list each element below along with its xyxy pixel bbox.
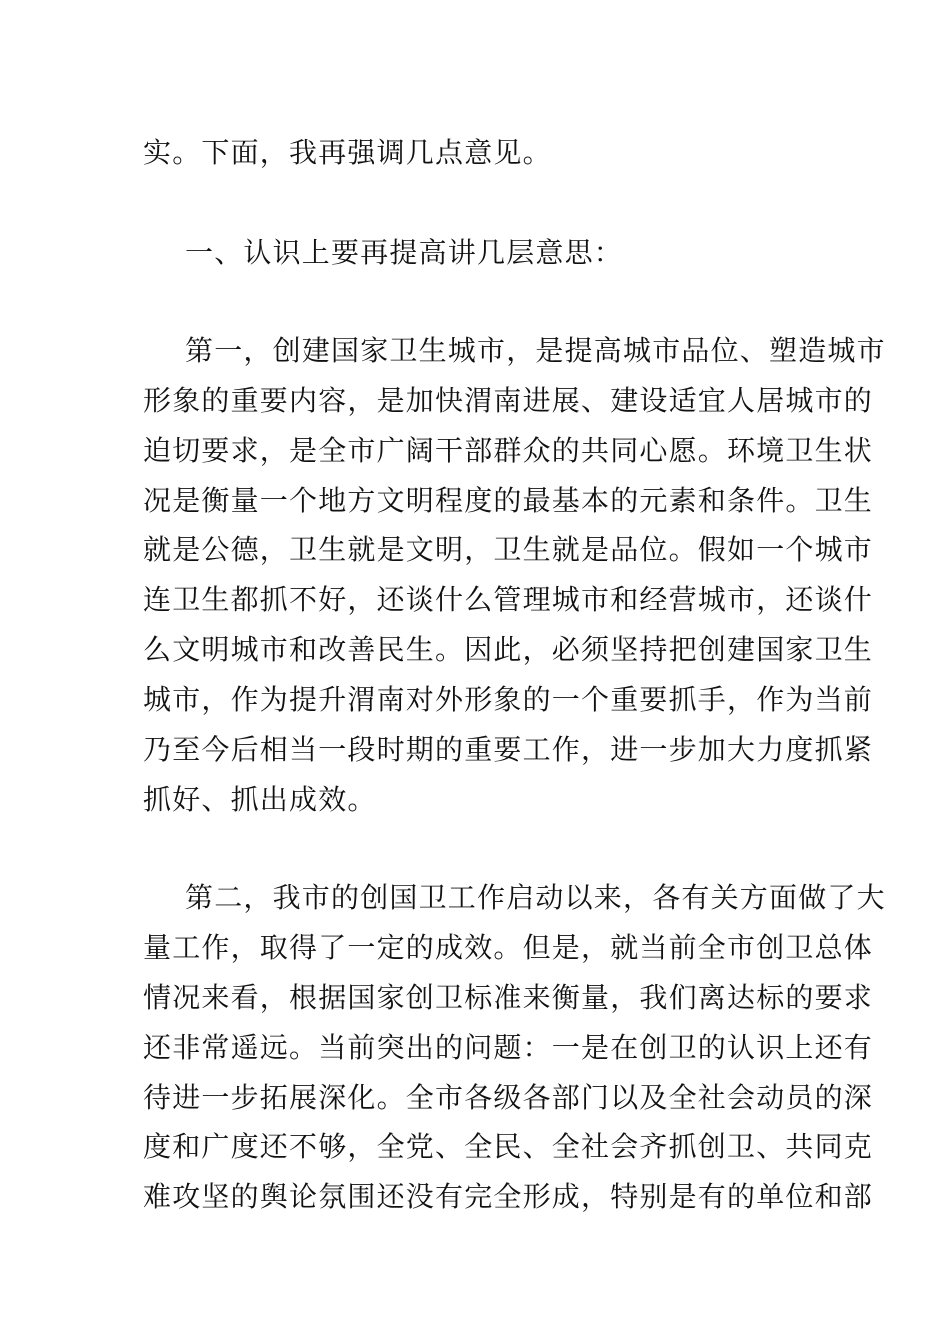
paragraph-2-line: 情况来看，根据国家创卫标准来衡量，我们离达标的要求 <box>143 981 874 1014</box>
paragraph-1-line: 况是衡量一个地方文明程度的最基本的元素和条件。卫生 <box>143 484 874 517</box>
paragraph-1-line: 形象的重要内容，是加快渭南进展、建设适宜人居城市的 <box>143 384 874 417</box>
section-heading-1: 一、认识上要再提高讲几层意思： <box>185 236 624 269</box>
paragraph-2-line: 还非常遥远。当前突出的问题：一是在创卫的认识上还有 <box>143 1031 874 1064</box>
paragraph-1-line: 抓好、抓出成效。 <box>143 783 377 816</box>
paragraph-1-line: 第一，创建国家卫生城市，是提高城市品位、塑造城市 <box>185 334 886 367</box>
paragraph-2-line: 待进一步拓展深化。全市各级各部门以及全社会动员的深 <box>143 1081 874 1114</box>
paragraph-2-line: 难攻坚的舆论氛围还没有完全形成，特别是有的单位和部 <box>143 1180 874 1213</box>
paragraph-1-line: 城市，作为提升渭南对外形象的一个重要抓手，作为当前 <box>143 683 874 716</box>
text-line-continuation: 实。下面，我再强调几点意见。 <box>143 136 552 169</box>
paragraph-1-line: 迫切要求，是全市广阔干部群众的共同心愿。环境卫生状 <box>143 434 874 467</box>
paragraph-2-line: 第二，我市的创国卫工作启动以来，各有关方面做了大 <box>185 881 886 914</box>
paragraph-1-line: 么文明城市和改善民生。因此，必须坚持把创建国家卫生 <box>143 633 874 666</box>
paragraph-2-line: 量工作，取得了一定的成效。但是，就当前全市创卫总体 <box>143 931 874 964</box>
paragraph-1-line: 乃至今后相当一段时期的重要工作，进一步加大力度抓紧 <box>143 733 874 766</box>
paragraph-2-line: 度和广度还不够，全党、全民、全社会齐抓创卫、共同克 <box>143 1130 874 1163</box>
paragraph-1-line: 连卫生都抓不好，还谈什么管理城市和经营城市，还谈什 <box>143 583 874 616</box>
paragraph-1-line: 就是公德，卫生就是文明，卫生就是品位。假如一个城市 <box>143 533 874 566</box>
